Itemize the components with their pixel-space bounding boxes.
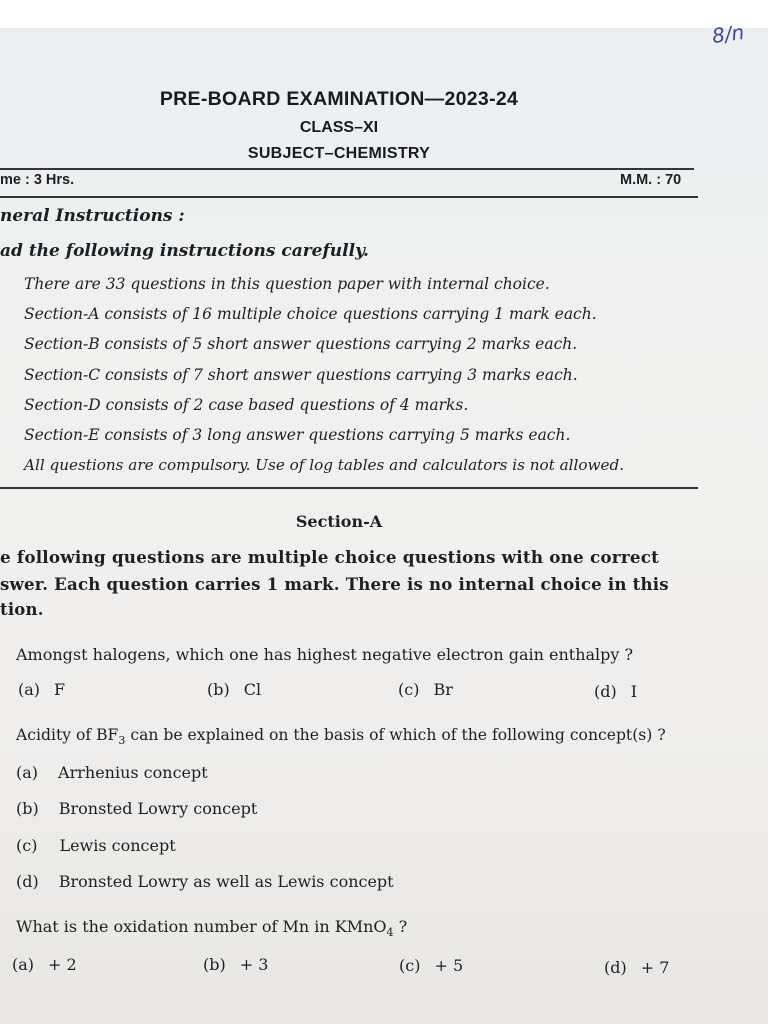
exam-title: PRE-BOARD EXAMINATION—2023-24: [159, 88, 519, 110]
answer-option: (c) + 5: [399, 956, 464, 975]
instruction-item: Section-E consists of 3 long answer questions carrying 5 marks each.: [24, 426, 571, 444]
subject-label: SUBJECT–CHEMISTRY: [247, 145, 431, 162]
answer-option: (c) Lewis concept: [16, 836, 176, 855]
max-marks: M.M. : 70: [620, 172, 682, 188]
section-note-line: tion.: [0, 600, 44, 619]
instructions-subheading: ad the following instructions carefully.: [0, 241, 369, 261]
question-text: What is the oxidation number of Mn in KMnO$_4$ ?: [16, 917, 408, 940]
instruction-item: All questions are compulsory. Use of log tables and calculators is not allowed.: [24, 456, 625, 474]
answer-option: (d) I: [594, 682, 638, 701]
answer-option: (a) + 2: [12, 955, 77, 974]
answer-option: (c) Br: [398, 680, 453, 699]
header-rule-top: [0, 168, 694, 170]
section-a-title: Section-A: [295, 512, 383, 531]
answer-option: (b) Cl: [207, 680, 262, 699]
answer-option: (d) + 7: [604, 958, 670, 977]
instruction-item: Section-A consists of 16 multiple choice questions carrying 1 mark each.: [24, 305, 597, 323]
instructions-rule: [0, 487, 698, 489]
section-note-line: e following questions are multiple choice questions with one correct: [0, 547, 660, 567]
answer-option: (a) F: [18, 680, 66, 699]
instruction-item: There are 33 questions in this question paper with internal choice.: [24, 275, 550, 293]
instruction-item: Section-C consists of 7 short answer questions carrying 3 marks each.: [24, 366, 578, 384]
answer-option: (b) + 3: [203, 955, 269, 974]
instruction-item: Section-D consists of 2 case based questions of 4 marks.: [24, 396, 469, 414]
top-margin: [0, 0, 768, 28]
header-rule-bottom: [0, 196, 698, 198]
answer-option: (a) Arrhenius concept: [16, 763, 208, 782]
answer-option: (d) Bronsted Lowry as well as Lewis concept: [16, 872, 394, 891]
question-text: Amongst halogens, which one has highest negative electron gain enthalpy ?: [16, 645, 634, 664]
class-label: CLASS–XI: [299, 119, 379, 136]
instructions-heading: neral Instructions :: [0, 206, 185, 226]
answer-option: (b) Bronsted Lowry concept: [16, 799, 258, 818]
instruction-item: Section-B consists of 5 short answer questions carrying 2 marks each.: [24, 335, 578, 353]
section-note-line: swer. Each question carries 1 mark. There is no internal choice in this: [0, 574, 669, 594]
question-text: Acidity of $BF_3$ can be explained on the basis of which of the following concept(s) ?: [16, 726, 666, 748]
time-allowed: me : 3 Hrs.: [0, 172, 75, 188]
handwritten-note: 8/n: [710, 19, 746, 49]
